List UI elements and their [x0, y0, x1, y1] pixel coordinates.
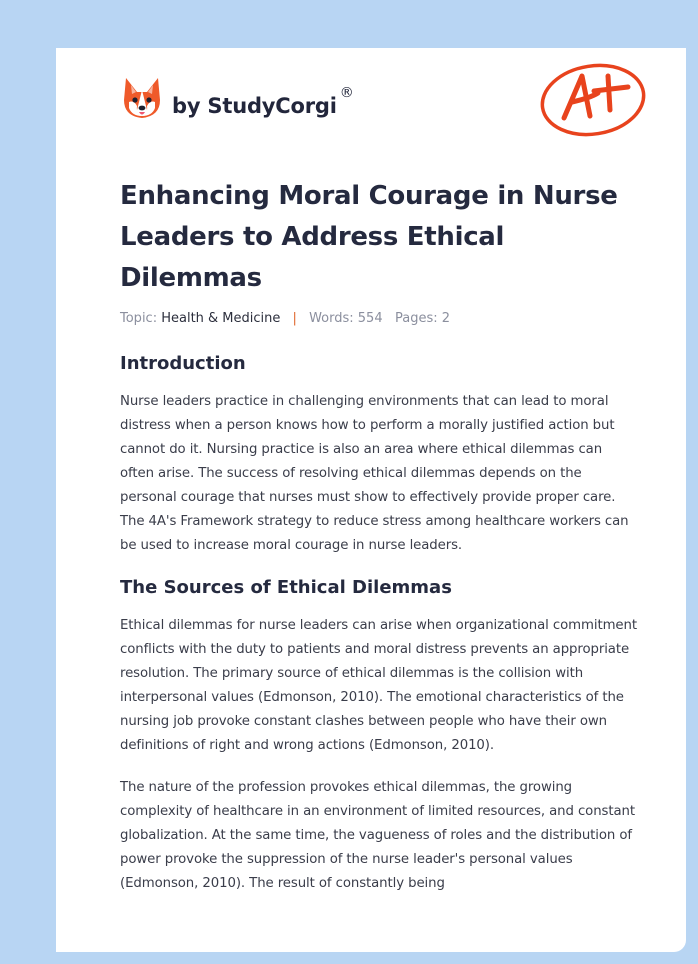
pages-count: 2 — [441, 311, 451, 326]
corgi-icon — [122, 76, 162, 122]
registered-mark: ® — [339, 84, 354, 101]
topic-link[interactable]: Health & Medicine — [161, 311, 281, 326]
document-title: Enhancing Moral Courage in Nurse Leaders to Address Ethical Dilemmas — [120, 181, 618, 293]
meta-separator: | — [292, 311, 297, 326]
paragraph: The nature of the profession provokes ethical dilemmas, the growing complexity of healthcare in an environment of limited resources, and constant globalization. At the same time, the vagueness of roles and the distribution of power provoke the suppression of the nurse leader's personal values (Edmonson, 2010). The result of constantly being — [120, 780, 635, 891]
words-count: 554 — [357, 311, 383, 326]
topic-label: Topic: — [120, 311, 158, 326]
document-meta — [120, 311, 450, 326]
brand-name: by StudyCorgi® — [172, 84, 354, 118]
words-label: Words: — [309, 311, 354, 326]
paragraph: Ethical dilemmas for nurse leaders can arise when organizational commitment conflicts with the duty to patients and moral distress prevents an appropriate resolution. The primary source of ethical dilemmas is the collision with interpersonal values (Edmonson, 2010). The emotional characteristics of the nursing job provoke constant clashes between people who have their own definitions of right and wrong actions (Edmonson, 2010). — [120, 618, 637, 753]
section-heading-introduction: Introduction — [120, 353, 246, 374]
a-plus-icon — [538, 60, 648, 144]
paragraph: Nurse leaders practice in challenging environments that can lead to moral distress when a person knows how to perform a morally justified action but cannot do it. Nursing practice is also an area where ethical dilemmas can often arise. The success of resolving ethical dilemmas depends on the personal courage that nurses must show to effectively provide proper care. The 4A's Framework strategy to reduce stress among healthcare workers can be used to increase moral courage in nurse leaders. — [120, 394, 629, 553]
document-page — [56, 48, 686, 952]
pages-label: Pages: — [395, 311, 438, 326]
section-heading-sources: The Sources of Ethical Dilemmas — [120, 577, 452, 598]
brand-logo[interactable] — [122, 76, 354, 122]
document-body — [120, 352, 640, 914]
